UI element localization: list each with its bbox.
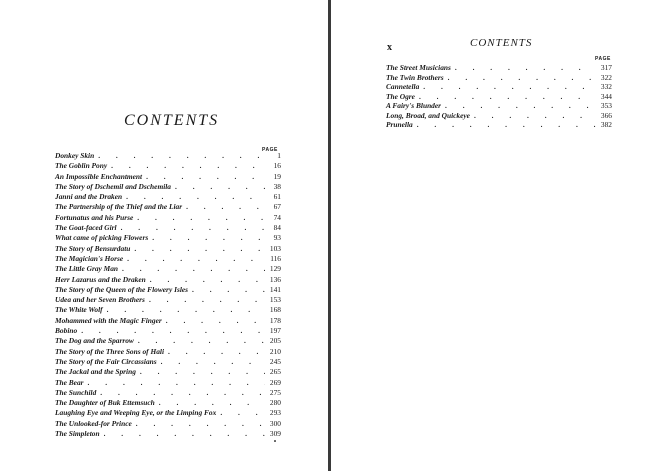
toc-entry: [55, 254, 281, 264]
toc-entry-page: 178: [269, 315, 281, 325]
toc-entry: [55, 244, 281, 254]
toc-entry-title: Janni and the Draken: [55, 192, 123, 202]
toc-entry-page: 19: [273, 171, 281, 181]
dot-leader: [415, 92, 596, 102]
toc-entry-title: The Goat-faced Girl: [55, 223, 117, 233]
toc-entry-title: Udea and her Seven Brothers: [55, 295, 145, 305]
dot-leader: [84, 378, 265, 388]
toc-entry: [55, 347, 281, 357]
toc-entry-title: The Jackal and the Spring: [55, 367, 136, 377]
dot-leader: [134, 336, 265, 346]
toc-entry-title: An Impossible Enchantment: [55, 171, 143, 181]
toc-entry: [55, 213, 281, 223]
toc-entry-title: Laughing Eye and Weeping Eye, or the Limping Fox: [55, 408, 217, 418]
toc-entry-page: 317: [600, 63, 612, 72]
toc-entry-title: The Story of the Three Sons of Hali: [55, 346, 165, 356]
toc-entry: [55, 419, 281, 429]
toc-entry: [55, 161, 281, 171]
toc-entry-title: The Story of the Fair Circassians: [55, 356, 157, 366]
toc-entry-title: Cannetella: [386, 82, 420, 91]
toc-entry-title: The Story of Dschemil and Dschemila: [55, 181, 171, 191]
right-page: [331, 0, 660, 471]
toc-entry: [386, 63, 612, 73]
dot-leader: [122, 192, 265, 202]
toc-entry-page: 93: [273, 233, 281, 243]
dot-leader: [107, 161, 265, 171]
toc-entry-title: Bobino: [55, 326, 78, 336]
toc-entry: [55, 151, 281, 161]
toc-entry-title: Fortunatus and his Purse: [55, 212, 134, 222]
toc-entry-page: 116: [270, 253, 281, 263]
toc-entry-page: 16: [273, 161, 281, 171]
toc-entry: [55, 233, 281, 243]
toc-entry: [55, 367, 281, 377]
toc-entry: [55, 326, 281, 336]
dot-leader: [451, 63, 596, 73]
toc-entry-title: Donkey Skin: [55, 151, 95, 160]
toc-entry-title: The Story of Bensurdatu: [55, 243, 131, 253]
dot-leader: [164, 347, 265, 357]
table-of-contents: [386, 63, 612, 130]
dot-leader: [188, 285, 265, 295]
toc-entry-page: 322: [600, 72, 612, 82]
page-column-label: PAGE: [262, 147, 278, 153]
toc-entry-page: 366: [600, 110, 612, 120]
toc-entry: [386, 92, 612, 102]
toc-entry-page: 300: [269, 418, 281, 428]
toc-entry-page: 382: [600, 120, 612, 129]
toc-entry-page: 74: [273, 212, 281, 222]
toc-entry-page: 210: [269, 346, 281, 356]
dot-leader: [182, 202, 265, 212]
toc-entry: [55, 305, 281, 315]
stray-mark: [274, 440, 276, 442]
toc-entry-title: Prunella: [386, 120, 413, 129]
dot-leader: [117, 223, 265, 233]
toc-entry: [386, 73, 612, 83]
toc-entry-title: The Ogre: [386, 91, 415, 101]
toc-entry: [386, 120, 612, 130]
toc-entry-page: 344: [600, 91, 612, 101]
toc-entry: [55, 336, 281, 346]
toc-entry-page: 269: [269, 377, 281, 387]
toc-entry-page: 293: [269, 408, 281, 418]
toc-entry: [386, 101, 612, 111]
dot-leader: [123, 254, 265, 264]
contents-title: CONTENTS: [124, 112, 220, 129]
toc-entry-page: 153: [269, 295, 281, 305]
toc-entry-page: 84: [273, 223, 281, 233]
dot-leader: [155, 398, 265, 408]
toc-entry: [55, 264, 281, 274]
toc-entry-title: The Partnership of the Thief and the Liar: [55, 202, 183, 212]
dot-leader: [157, 357, 265, 367]
toc-entry-page: 141: [269, 284, 281, 294]
toc-entry: [55, 398, 281, 408]
toc-entry-title: What came of picking Flowers: [55, 233, 149, 243]
toc-entry-page: 103: [269, 243, 281, 253]
toc-entry-title: The Street Musicians: [386, 63, 451, 72]
toc-entry-title: The Little Gray Man: [55, 264, 119, 274]
toc-entry-title: The White Wolf: [55, 305, 103, 315]
toc-entry-page: 38: [273, 181, 281, 191]
toc-entry-page: 136: [269, 274, 281, 284]
toc-entry: [55, 192, 281, 202]
table-of-contents: [55, 151, 281, 439]
toc-entry: [55, 223, 281, 233]
toc-entry-page: 129: [269, 264, 281, 274]
toc-entry-title: The Sunchild: [55, 387, 97, 397]
toc-entry: [55, 275, 281, 285]
toc-entry-title: Herr Lazarus and the Draken: [55, 274, 146, 284]
page-column-label: PAGE: [595, 56, 611, 62]
toc-entry-title: A Fairy's Blunder: [386, 101, 442, 110]
toc-entry-title: The Dog and the Sparrow: [55, 336, 134, 346]
toc-entry-page: 67: [273, 202, 281, 212]
dot-leader: [216, 408, 265, 418]
toc-entry-title: The Goblin Pony: [55, 161, 108, 171]
toc-entry: [386, 111, 612, 121]
dot-leader: [133, 213, 265, 223]
dot-leader: [444, 73, 596, 83]
toc-entry: [55, 285, 281, 295]
toc-entry-title: The Simpleton: [55, 429, 100, 439]
toc-entry-page: 309: [269, 429, 281, 439]
toc-entry-page: 168: [269, 305, 281, 315]
dot-leader: [419, 82, 596, 92]
toc-entry-page: 353: [600, 101, 612, 110]
dot-leader: [77, 326, 265, 336]
toc-entry-title: The Bear: [55, 377, 84, 387]
dot-leader: [142, 172, 265, 182]
toc-entry: [55, 202, 281, 212]
dot-leader: [103, 305, 265, 315]
toc-entry: [55, 429, 281, 439]
contents-title: CONTENTS: [470, 37, 533, 49]
toc-entry-page: 205: [269, 336, 281, 346]
toc-entry: [55, 172, 281, 182]
toc-entry-title: The Story of the Queen of the Flowery Isles: [55, 284, 189, 294]
dot-leader: [132, 419, 265, 429]
dot-leader: [96, 388, 265, 398]
toc-entry-page: 245: [269, 356, 281, 366]
dot-leader: [441, 101, 596, 111]
toc-entry-page: 280: [269, 398, 281, 408]
toc-entry-title: Long, Broad, and Quickeye: [386, 110, 470, 120]
toc-entry-title: Mohammed with the Magic Finger: [55, 315, 162, 325]
toc-entry: [55, 316, 281, 326]
toc-entry: [55, 357, 281, 367]
toc-entry-title: The Unlooked-for Prince: [55, 418, 132, 428]
toc-entry-page: 61: [273, 192, 281, 202]
toc-entry-page: 1: [277, 151, 281, 160]
toc-entry: [55, 295, 281, 305]
dot-leader: [171, 182, 265, 192]
page-number: x: [387, 42, 392, 53]
dot-leader: [413, 120, 596, 130]
toc-entry: [386, 82, 612, 92]
toc-entry-page: 197: [269, 326, 281, 336]
toc-entry: [55, 378, 281, 388]
toc-entry-title: The Magician's Horse: [55, 253, 124, 263]
dot-leader: [130, 244, 265, 254]
toc-entry-page: 265: [269, 367, 281, 377]
toc-entry-page: 275: [269, 387, 281, 397]
dot-leader: [148, 233, 265, 243]
dot-leader: [118, 264, 265, 274]
dot-leader: [162, 316, 265, 326]
left-page: [0, 0, 328, 471]
toc-entry: [55, 408, 281, 418]
dot-leader: [145, 295, 265, 305]
dot-leader: [94, 151, 265, 161]
toc-entry-title: The Twin Brothers: [386, 72, 444, 82]
dot-leader: [136, 367, 265, 377]
dot-leader: [470, 111, 596, 121]
toc-entry-title: The Daughter of Buk Ettemsuch: [55, 398, 155, 408]
toc-entry: [55, 182, 281, 192]
toc-entry-page: 332: [600, 82, 612, 91]
dot-leader: [100, 429, 265, 439]
toc-entry: [55, 388, 281, 398]
dot-leader: [146, 275, 265, 285]
